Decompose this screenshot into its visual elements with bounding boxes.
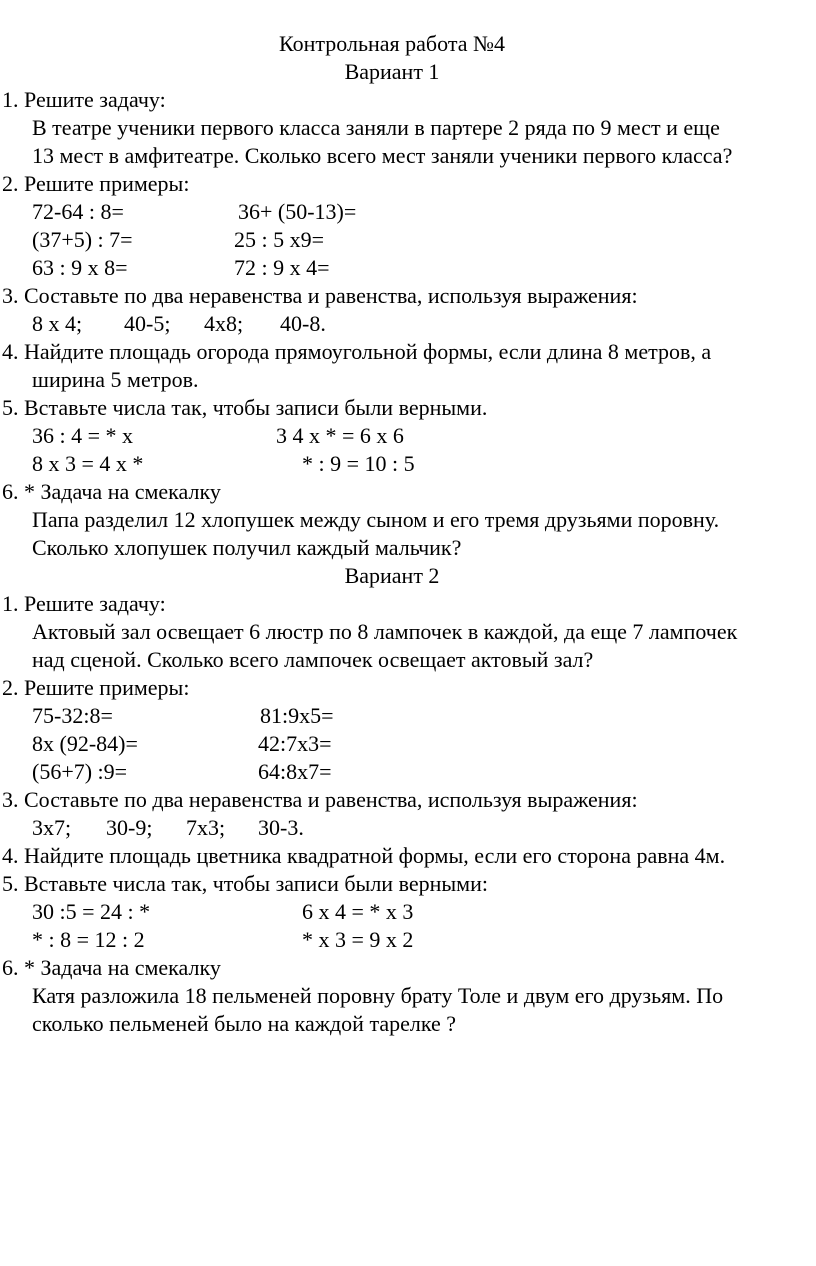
v2-example: 75-32:8= [32,703,113,728]
v1-task-6-text-line: Сколько хлопушек получил каждый мальчик? [32,535,462,560]
v2-task-1-title: 1. Решите задачу: [2,591,166,616]
v1-task-4-text-line: ширина 5 метров. [32,367,199,392]
v2-task-3-title: 3. Составьте по два неравенства и равенства, используя выражения: [2,787,638,812]
v1-expression: 40-8. [280,311,326,336]
v2-example: 81:9х5= [260,703,334,728]
v2-equation: * х 3 = 9 х 2 [302,927,414,952]
v1-example: (37+5) : 7= [32,227,133,252]
v2-expression: 3х7; [32,815,72,840]
v1-example: 72-64 : 8= [32,199,124,224]
v2-task-6-text-line: сколько пельменей было на каждой тарелке ? [32,1011,457,1036]
v1-expression: 40-5; [124,311,171,336]
v2-task-5-title: 5. Вставьте числа так, чтобы записи были верными: [2,871,488,896]
v2-equation: * : 8 = 12 : 2 [32,927,145,952]
v2-expression: 30-3. [258,815,304,840]
v1-task-6-title: 6. * Задача на смекалку [2,479,221,504]
v2-task-1-text-line: Актовый зал освещает 6 люстр по 8 лампочек в каждой, да еще 7 лампочек [32,619,738,644]
v1-task-2-title: 2. Решите примеры: [2,171,190,196]
v1-equation: 36 : 4 = * х [32,423,134,448]
v1-example: 72 : 9 х 4= [234,255,330,280]
v1-example: 36+ (50-13)= [238,199,357,224]
v1-equation: 8 х 3 = 4 х * [32,451,144,476]
v2-example: 42:7х3= [258,731,332,756]
v2-equation: 30 :5 = 24 : * [32,899,151,924]
v2-equation: 6 х 4 = * х 3 [302,899,414,924]
v1-task-1-text-line: 13 мест в амфитеатре. Сколько всего мест заняли ученики первого класса? [32,143,733,168]
v1-task-5-title: 5. Вставьте числа так, чтобы записи были верными. [2,395,488,420]
v2-task-6-text-line: Катя разложила 18 пельменей поровну брату Толе и двум его друзьям. По [32,983,724,1008]
v1-equation: * : 9 = 10 : 5 [302,451,415,476]
v1-task-4-text-line: 4. Найдите площадь огорода прямоугольной формы, если длина 8 метров, а [2,339,712,364]
v2-task-6-title: 6. * Задача на смекалку [2,955,221,980]
variant-1-heading: Вариант 1 [344,59,440,84]
v1-expression: 8 х 4; [32,311,83,336]
v2-task-2-title: 2. Решите примеры: [2,675,190,700]
v1-equation: 3 4 х * = 6 х 6 [276,423,404,448]
v2-task-4-text-line: 4. Найдите площадь цветника квадратной формы, если его сторона равна 4м. [2,843,726,868]
v2-task-1-text-line: над сценой. Сколько всего лампочек освещает актовый зал? [32,647,594,672]
v2-example: 64:8х7= [258,759,332,784]
v2-example: 8х (92-84)= [32,731,138,756]
document-title: Контрольная работа №4 [279,31,505,56]
v1-example: 63 : 9 х 8= [32,255,128,280]
v2-expression: 30-9; [106,815,153,840]
v1-expression: 4х8; [204,311,244,336]
v1-task-3-title: 3. Составьте по два неравенства и равенства, используя выражения: [2,283,638,308]
v2-example: (56+7) :9= [32,759,128,784]
v2-expression: 7х3; [186,815,226,840]
variant-2-heading: Вариант 2 [344,563,440,588]
v1-example: 25 : 5 х9= [234,227,325,252]
v1-task-1-title: 1. Решите задачу: [2,87,166,112]
v1-task-6-text-line: Папа разделил 12 хлопушек между сыном и его тремя друзьями поровну. [32,507,720,532]
v1-task-1-text-line: В театре ученики первого класса заняли в партере 2 ряда по 9 мест и еще [32,115,720,140]
